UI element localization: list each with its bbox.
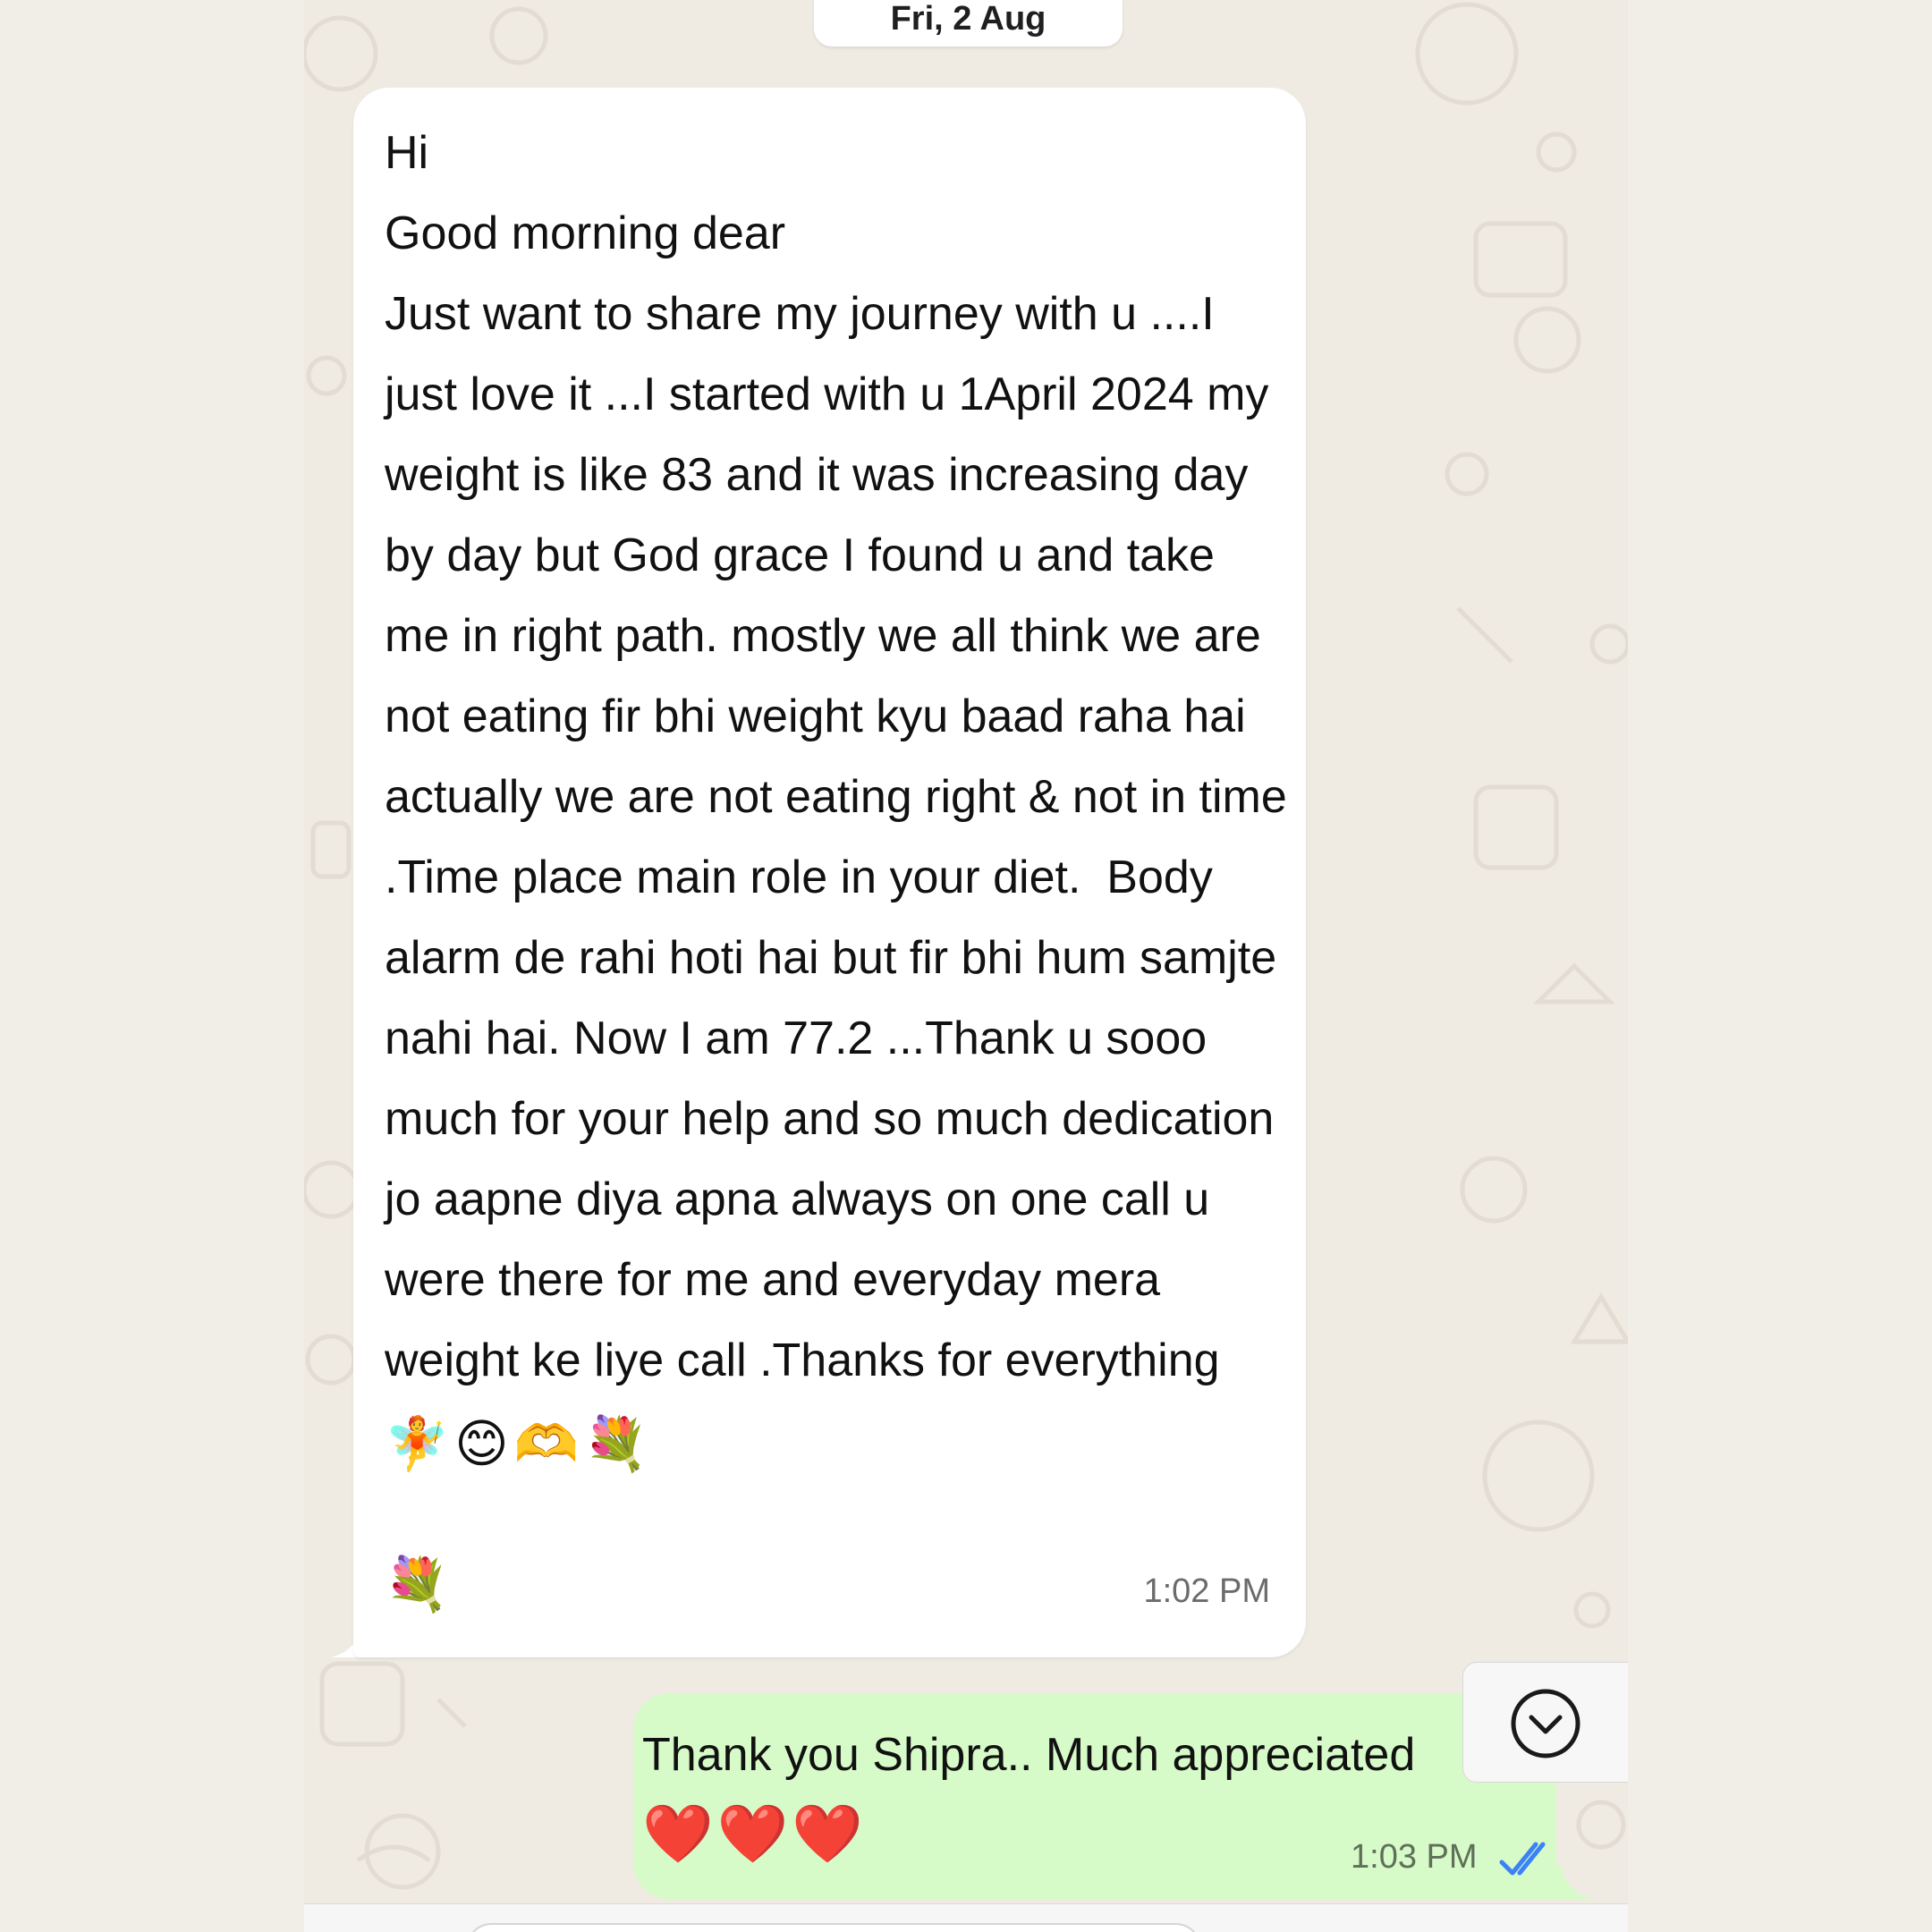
smiling-face-emoji: 😊 bbox=[454, 1415, 509, 1473]
chat-area[interactable] bbox=[304, 0, 1628, 1932]
bouquet-emoji: 💐 bbox=[583, 1415, 649, 1473]
red-hearts-emoji: ❤️❤️❤️ bbox=[642, 1801, 868, 1866]
date-separator: Fri, 2 Aug bbox=[814, 0, 1123, 47]
outgoing-message-text: Thank you Shipra.. Much appreciated bbox=[642, 1729, 1416, 1781]
incoming-message-text bbox=[385, 113, 1288, 1485]
outgoing-message-time: 1:03 PM bbox=[1351, 1838, 1478, 1876]
incoming-message-body: Hi Good morning dear Just want to share my journey with u ....I just love it ...I started with u 1April 2024 my weight is like 83 and it was increasing day by day but God grace I found u and take me in right path. mostly we all think we are not eating fir bhi weight kyu baad raha hai actually we are not eating right & not in time .Time place main role in your diet. Body alarm de rahi hoti hai but fir bhi hum samjte nahi hai. Now I am 77.2 ...Thank u sooo much for your help and so much dedication jo aapne diya apna always on one call u were there for me and everyday mera weight ke liye call .Thanks for everything bbox=[385, 127, 1287, 1386]
message-input[interactable] bbox=[465, 1923, 1202, 1932]
chevron-down-circle-icon bbox=[1510, 1688, 1581, 1759]
fairy-emoji: 🧚 bbox=[385, 1415, 450, 1473]
incoming-message-time: 1:02 PM bbox=[1143, 1572, 1270, 1610]
heart-hands-emoji: 🫶 bbox=[513, 1415, 579, 1473]
double-check-icon bbox=[1498, 1841, 1552, 1877]
incoming-message-bubble[interactable] bbox=[353, 88, 1306, 1657]
scroll-to-bottom-button[interactable] bbox=[1462, 1662, 1628, 1783]
bouquet-emoji-extra: 💐 bbox=[385, 1555, 450, 1614]
